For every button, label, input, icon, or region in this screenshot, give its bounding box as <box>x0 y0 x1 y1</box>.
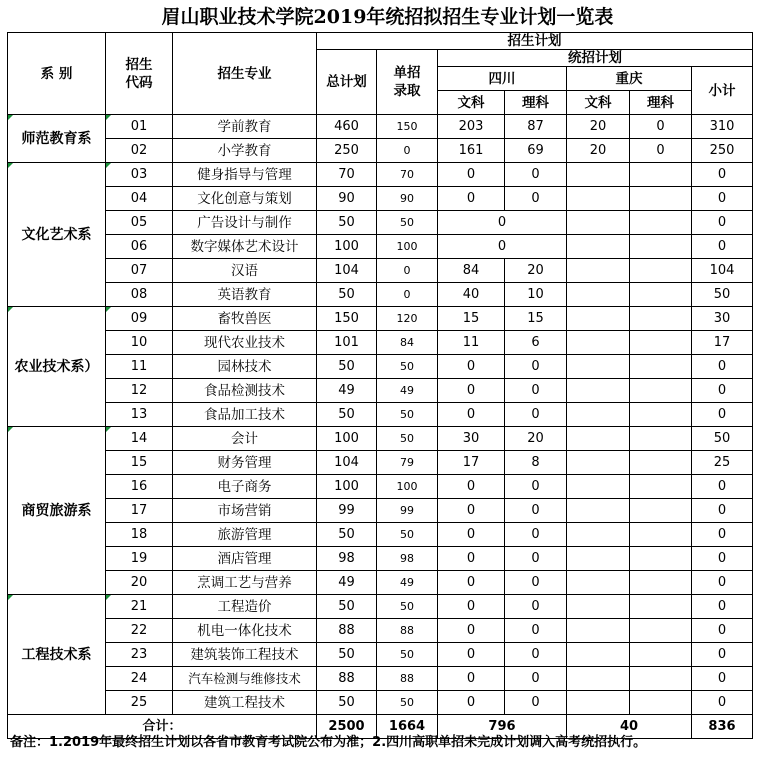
chongqing-like-cell <box>630 619 692 643</box>
chongqing-like-cell: 0 <box>630 139 692 163</box>
subtotal-cell: 310 <box>692 115 753 139</box>
sichuan-wenke-cell: 40 <box>438 283 505 307</box>
chongqing-wenke-cell <box>567 379 630 403</box>
sichuan-like-cell: 0 <box>505 547 567 571</box>
sichuan-wenke-cell: 0 <box>438 643 505 667</box>
sichuan-wenke-cell: 0 <box>438 547 505 571</box>
sichuan-like-cell: 0 <box>505 163 567 187</box>
chongqing-wenke-cell <box>567 235 630 259</box>
chongqing-wenke-cell <box>567 499 630 523</box>
total-cell: 50 <box>317 691 377 715</box>
subtotal-cell: 0 <box>692 235 753 259</box>
subtotal-cell: 0 <box>692 475 753 499</box>
sichuan-like-cell: 0 <box>505 691 567 715</box>
sichuan-like-cell: 0 <box>505 403 567 427</box>
sichuan-like-cell: 0 <box>505 619 567 643</box>
single-cell: 98 <box>377 547 438 571</box>
major-cell: 学前教育 <box>173 115 317 139</box>
chongqing-wenke-cell <box>567 619 630 643</box>
table-row <box>8 619 753 643</box>
major-cell: 建筑工程技术 <box>173 691 317 715</box>
major-cell: 现代农业技术 <box>173 331 317 355</box>
single-cell: 50 <box>377 523 438 547</box>
sichuan-wenke-cell: 17 <box>438 451 505 475</box>
sichuan-wenke-cell: 0 <box>438 403 505 427</box>
sichuan-wenke-cell: 0 <box>438 475 505 499</box>
subtotal-cell: 0 <box>692 667 753 691</box>
sichuan-like-cell: 0 <box>505 355 567 379</box>
table-row <box>8 403 753 427</box>
header-dept: 系 别 <box>8 33 106 115</box>
single-cell: 50 <box>377 355 438 379</box>
major-cell: 电子商务 <box>173 475 317 499</box>
major-cell: 英语教育 <box>173 283 317 307</box>
chongqing-like-cell <box>630 691 692 715</box>
subtotal-cell: 0 <box>692 379 753 403</box>
code-cell: 10 <box>106 331 173 355</box>
chongqing-wenke-cell <box>567 523 630 547</box>
single-cell: 50 <box>377 691 438 715</box>
table-row <box>8 571 753 595</box>
sichuan-wenke-cell: 0 <box>438 667 505 691</box>
table-row <box>8 643 753 667</box>
total-cell: 70 <box>317 163 377 187</box>
major-cell: 烹调工艺与营养 <box>173 571 317 595</box>
sichuan-wenke-cell: 0 <box>438 187 505 211</box>
chongqing-like-cell <box>630 163 692 187</box>
chongqing-like-cell <box>630 307 692 331</box>
single-cell: 50 <box>377 643 438 667</box>
single-cell: 84 <box>377 331 438 355</box>
header-sc-like: 理科 <box>505 91 567 115</box>
total-cell: 50 <box>317 643 377 667</box>
code-cell: 22 <box>106 619 173 643</box>
chongqing-like-cell <box>630 355 692 379</box>
chongqing-wenke-cell <box>567 643 630 667</box>
table-row <box>8 499 753 523</box>
chongqing-like-cell: 0 <box>630 115 692 139</box>
code-cell: 06 <box>106 235 173 259</box>
code-cell: 13 <box>106 403 173 427</box>
total-cell: 101 <box>317 331 377 355</box>
chongqing-like-cell <box>630 547 692 571</box>
total-cell: 50 <box>317 283 377 307</box>
header-sc-wenke: 文科 <box>438 91 505 115</box>
table-row <box>8 115 753 139</box>
table-row <box>8 307 753 331</box>
sichuan-wenke-cell: 0 <box>438 595 505 619</box>
subtotal-cell: 0 <box>692 523 753 547</box>
total-cell: 98 <box>317 547 377 571</box>
subtotal-cell: 17 <box>692 331 753 355</box>
subtotal-cell: 50 <box>692 283 753 307</box>
table-row <box>8 379 753 403</box>
table-row <box>8 355 753 379</box>
total-cell: 104 <box>317 451 377 475</box>
sichuan-like-cell: 10 <box>505 283 567 307</box>
subtotal-cell: 0 <box>692 595 753 619</box>
subtotal-cell: 0 <box>692 499 753 523</box>
header-plan-group: 招生计划 <box>317 33 753 50</box>
sichuan-like-cell: 0 <box>505 475 567 499</box>
chongqing-wenke-cell <box>567 211 630 235</box>
sichuan-wenke-cell: 0 <box>438 691 505 715</box>
subtotal-cell: 104 <box>692 259 753 283</box>
chongqing-wenke-cell <box>567 307 630 331</box>
code-cell: 08 <box>106 283 173 307</box>
total-cell: 100 <box>317 235 377 259</box>
subtotal-cell: 0 <box>692 403 753 427</box>
sichuan-merged-cell: 0 <box>438 235 567 259</box>
major-cell: 汉语 <box>173 259 317 283</box>
major-cell: 建筑装饰工程技术 <box>173 643 317 667</box>
header-cq-like: 理科 <box>630 91 692 115</box>
single-cell: 88 <box>377 667 438 691</box>
code-cell: 04 <box>106 187 173 211</box>
chongqing-like-cell <box>630 403 692 427</box>
totals-single: 1664 <box>377 715 438 739</box>
subtotal-cell: 0 <box>692 187 753 211</box>
sichuan-wenke-cell: 203 <box>438 115 505 139</box>
code-cell: 11 <box>106 355 173 379</box>
header-total: 总计划 <box>317 50 377 115</box>
header-chongqing: 重庆 <box>567 67 692 91</box>
header-subtotal: 小计 <box>692 67 753 115</box>
subtotal-cell: 30 <box>692 307 753 331</box>
sichuan-wenke-cell: 11 <box>438 331 505 355</box>
sichuan-like-cell: 87 <box>505 115 567 139</box>
chongqing-like-cell <box>630 475 692 499</box>
code-cell: 02 <box>106 139 173 163</box>
chongqing-like-cell <box>630 667 692 691</box>
total-cell: 50 <box>317 211 377 235</box>
chongqing-like-cell <box>630 331 692 355</box>
chongqing-like-cell <box>630 283 692 307</box>
code-cell: 14 <box>106 427 173 451</box>
sichuan-wenke-cell: 0 <box>438 523 505 547</box>
table-row <box>8 163 753 187</box>
sichuan-wenke-cell: 30 <box>438 427 505 451</box>
table-row <box>8 283 753 307</box>
total-cell: 150 <box>317 307 377 331</box>
single-cell: 90 <box>377 187 438 211</box>
totals-sichuan: 796 <box>438 715 567 739</box>
subtotal-cell: 0 <box>692 691 753 715</box>
chongqing-wenke-cell <box>567 187 630 211</box>
code-cell: 21 <box>106 595 173 619</box>
chongqing-wenke-cell <box>567 595 630 619</box>
header-single-text: 单招录取 <box>393 65 421 99</box>
sichuan-wenke-cell: 0 <box>438 499 505 523</box>
total-cell: 88 <box>317 667 377 691</box>
sichuan-like-cell: 0 <box>505 499 567 523</box>
chongqing-wenke-cell <box>567 427 630 451</box>
table-row <box>8 235 753 259</box>
sichuan-like-cell: 20 <box>505 427 567 451</box>
subtotal-cell: 0 <box>692 643 753 667</box>
table-row <box>8 547 753 571</box>
major-cell: 机电一体化技术 <box>173 619 317 643</box>
table-row <box>8 187 753 211</box>
table-row <box>8 451 753 475</box>
single-cell: 0 <box>377 283 438 307</box>
total-cell: 100 <box>317 427 377 451</box>
single-cell: 88 <box>377 619 438 643</box>
table-row <box>8 139 753 163</box>
page-title: 眉山职业技术学院2019年统招拟招生专业计划一览表 <box>161 6 614 28</box>
chongqing-like-cell <box>630 523 692 547</box>
sichuan-wenke-cell: 0 <box>438 571 505 595</box>
chongqing-like-cell <box>630 643 692 667</box>
code-cell: 09 <box>106 307 173 331</box>
sichuan-wenke-cell: 84 <box>438 259 505 283</box>
sichuan-like-cell: 69 <box>505 139 567 163</box>
single-cell: 79 <box>377 451 438 475</box>
sichuan-wenke-cell: 0 <box>438 355 505 379</box>
code-cell: 23 <box>106 643 173 667</box>
single-cell: 50 <box>377 403 438 427</box>
major-cell: 数字媒体艺术设计 <box>173 235 317 259</box>
single-cell: 50 <box>377 595 438 619</box>
chongqing-wenke-cell: 20 <box>567 139 630 163</box>
total-cell: 50 <box>317 403 377 427</box>
code-cell: 24 <box>106 667 173 691</box>
chongqing-wenke-cell <box>567 163 630 187</box>
major-cell: 小学教育 <box>173 139 317 163</box>
subtotal-cell: 250 <box>692 139 753 163</box>
chongqing-wenke-cell <box>567 571 630 595</box>
single-cell: 0 <box>377 259 438 283</box>
sichuan-like-cell: 0 <box>505 595 567 619</box>
chongqing-like-cell <box>630 259 692 283</box>
single-cell: 49 <box>377 571 438 595</box>
header-unified-group: 统招计划 <box>438 50 753 67</box>
department-cell: 农业技术系） <box>8 307 106 427</box>
chongqing-like-cell <box>630 379 692 403</box>
subtotal-cell: 0 <box>692 571 753 595</box>
sichuan-wenke-cell: 161 <box>438 139 505 163</box>
subtotal-cell: 0 <box>692 211 753 235</box>
department-cell: 工程技术系 <box>8 595 106 715</box>
total-cell: 49 <box>317 571 377 595</box>
table-row <box>8 667 753 691</box>
chongqing-wenke-cell <box>567 355 630 379</box>
header-single <box>377 50 438 115</box>
table-row <box>8 211 753 235</box>
major-cell: 酒店管理 <box>173 547 317 571</box>
sichuan-wenke-cell: 15 <box>438 307 505 331</box>
chongqing-like-cell <box>630 571 692 595</box>
chongqing-wenke-cell <box>567 331 630 355</box>
table-row <box>8 691 753 715</box>
table-row <box>8 475 753 499</box>
major-cell: 食品检测技术 <box>173 379 317 403</box>
total-cell: 100 <box>317 475 377 499</box>
major-cell: 工程造价 <box>173 595 317 619</box>
major-cell: 广告设计与制作 <box>173 211 317 235</box>
total-cell: 50 <box>317 355 377 379</box>
chongqing-like-cell <box>630 499 692 523</box>
major-cell: 财务管理 <box>173 451 317 475</box>
single-cell: 50 <box>377 427 438 451</box>
chongqing-wenke-cell <box>567 691 630 715</box>
sichuan-like-cell: 0 <box>505 523 567 547</box>
major-cell: 旅游管理 <box>173 523 317 547</box>
code-cell: 12 <box>106 379 173 403</box>
table-row <box>8 523 753 547</box>
single-cell: 100 <box>377 235 438 259</box>
code-cell: 16 <box>106 475 173 499</box>
code-cell: 05 <box>106 211 173 235</box>
subtotal-cell: 0 <box>692 547 753 571</box>
total-cell: 104 <box>317 259 377 283</box>
sichuan-like-cell: 0 <box>505 379 567 403</box>
single-cell: 70 <box>377 163 438 187</box>
header-major: 招生专业 <box>173 33 317 115</box>
code-cell: 15 <box>106 451 173 475</box>
header-code-text: 招生代码 <box>125 56 153 91</box>
code-cell: 20 <box>106 571 173 595</box>
header-code <box>106 33 173 115</box>
code-cell: 19 <box>106 547 173 571</box>
chongqing-wenke-cell: 20 <box>567 115 630 139</box>
major-cell: 汽车检测与维修技术 <box>173 667 317 691</box>
total-cell: 49 <box>317 379 377 403</box>
chongqing-like-cell <box>630 451 692 475</box>
chongqing-wenke-cell <box>567 451 630 475</box>
code-cell: 25 <box>106 691 173 715</box>
major-cell: 食品加工技术 <box>173 403 317 427</box>
enrollment-plan-table <box>7 32 753 739</box>
single-cell: 120 <box>377 307 438 331</box>
subtotal-cell: 0 <box>692 355 753 379</box>
sichuan-like-cell: 15 <box>505 307 567 331</box>
chongqing-like-cell <box>630 427 692 451</box>
code-cell: 17 <box>106 499 173 523</box>
single-cell: 0 <box>377 139 438 163</box>
sichuan-like-cell: 0 <box>505 187 567 211</box>
chongqing-wenke-cell <box>567 283 630 307</box>
totals-chongqing: 40 <box>567 715 692 739</box>
sichuan-like-cell: 0 <box>505 571 567 595</box>
totals-total: 2500 <box>317 715 377 739</box>
chongqing-like-cell <box>630 211 692 235</box>
table-row <box>8 427 753 451</box>
chongqing-wenke-cell <box>567 547 630 571</box>
total-cell: 90 <box>317 187 377 211</box>
footnote: 备注：1.2019年最终招生计划以各省市教育考试院公布为准；2.四川高职单招未完成计划调入高考统招执行。 <box>10 735 647 750</box>
department-cell: 师范教育系 <box>8 115 106 163</box>
chongqing-wenke-cell <box>567 475 630 499</box>
table-row <box>8 259 753 283</box>
sichuan-like-cell: 0 <box>505 667 567 691</box>
subtotal-cell: 0 <box>692 163 753 187</box>
single-cell: 50 <box>377 211 438 235</box>
total-cell: 99 <box>317 499 377 523</box>
table-row <box>8 595 753 619</box>
chongqing-wenke-cell <box>567 667 630 691</box>
major-cell: 会计 <box>173 427 317 451</box>
sichuan-like-cell: 20 <box>505 259 567 283</box>
header-sichuan: 四川 <box>438 67 567 91</box>
chongqing-like-cell <box>630 235 692 259</box>
sichuan-like-cell: 8 <box>505 451 567 475</box>
totals-subtotal: 836 <box>692 715 753 739</box>
code-cell: 01 <box>106 115 173 139</box>
single-cell: 49 <box>377 379 438 403</box>
totals-label: 合计： <box>8 715 317 739</box>
total-cell: 50 <box>317 595 377 619</box>
code-cell: 07 <box>106 259 173 283</box>
single-cell: 99 <box>377 499 438 523</box>
department-cell: 文化艺术系 <box>8 163 106 307</box>
sichuan-wenke-cell: 0 <box>438 163 505 187</box>
header-cq-wenke: 文科 <box>567 91 630 115</box>
sichuan-merged-cell: 0 <box>438 211 567 235</box>
major-cell: 畜牧兽医 <box>173 307 317 331</box>
subtotal-cell: 50 <box>692 427 753 451</box>
total-cell: 460 <box>317 115 377 139</box>
department-cell: 商贸旅游系 <box>8 427 106 595</box>
table-row <box>8 331 753 355</box>
chongqing-like-cell <box>630 187 692 211</box>
single-cell: 100 <box>377 475 438 499</box>
code-cell: 03 <box>106 163 173 187</box>
major-cell: 市场营销 <box>173 499 317 523</box>
code-cell: 18 <box>106 523 173 547</box>
total-cell: 250 <box>317 139 377 163</box>
major-cell: 园林技术 <box>173 355 317 379</box>
chongqing-like-cell <box>630 595 692 619</box>
sichuan-wenke-cell: 0 <box>438 619 505 643</box>
major-cell: 健身指导与管理 <box>173 163 317 187</box>
chongqing-wenke-cell <box>567 403 630 427</box>
sichuan-wenke-cell: 0 <box>438 379 505 403</box>
sichuan-like-cell: 6 <box>505 331 567 355</box>
total-cell: 88 <box>317 619 377 643</box>
sichuan-like-cell: 0 <box>505 643 567 667</box>
major-cell: 文化创意与策划 <box>173 187 317 211</box>
subtotal-cell: 0 <box>692 619 753 643</box>
total-cell: 50 <box>317 523 377 547</box>
subtotal-cell: 25 <box>692 451 753 475</box>
chongqing-wenke-cell <box>567 259 630 283</box>
single-cell: 150 <box>377 115 438 139</box>
